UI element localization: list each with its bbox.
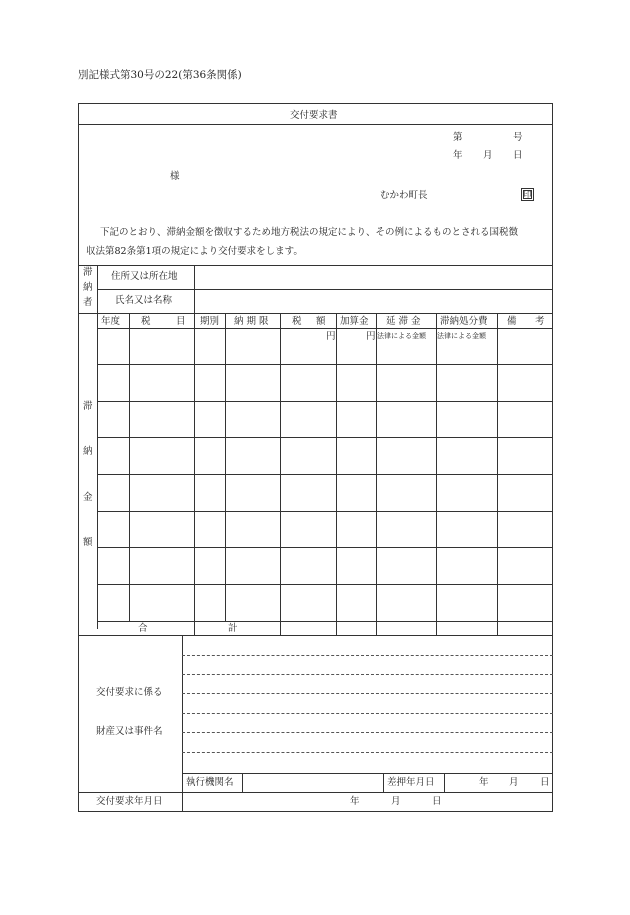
property-label-line2: 財産又は事件名	[96, 726, 163, 737]
divider	[436, 313, 437, 635]
column-header-tax-item-2: 目	[176, 316, 186, 327]
request-year: 年	[350, 796, 360, 807]
seizure-month: 月	[509, 777, 519, 788]
column-header-period: 期別	[200, 316, 220, 327]
divider	[182, 773, 553, 774]
divider	[336, 313, 337, 635]
sender-name: むかわ町長	[380, 190, 428, 201]
divider	[97, 265, 98, 629]
column-header-remarks-2: 考	[535, 316, 545, 327]
column-header-remarks-1: 備	[507, 316, 517, 327]
doc-number-go: 号	[513, 132, 523, 143]
divider	[280, 313, 281, 635]
column-header-disposition-cost: 滞納処分費	[440, 316, 488, 327]
body-text-line1: 下記のとおり、滞納金額を徴収するため地方税法の規定により、その例によるものとされる国税徴	[100, 227, 519, 238]
address-label: 住所又は所在地	[111, 271, 178, 282]
divider	[97, 621, 553, 622]
divider	[97, 289, 553, 290]
divider	[97, 401, 553, 402]
column-header-tax-item-1: 税	[141, 316, 151, 327]
request-month: 月	[391, 796, 401, 807]
divider	[78, 265, 553, 266]
divider	[225, 313, 226, 621]
divider	[376, 313, 377, 635]
seal-mark: 印	[521, 188, 534, 201]
recipient-suffix: 様	[170, 171, 180, 182]
divider	[78, 635, 553, 636]
divider	[182, 635, 183, 812]
divider	[242, 773, 243, 792]
dotted-line	[182, 713, 553, 714]
request-date-label: 交付要求年月日	[96, 796, 163, 807]
property-label-line1: 交付要求に係る	[96, 687, 163, 698]
divider	[97, 474, 553, 475]
column-header-year: 年度	[101, 316, 121, 327]
doc-number-dai: 第	[453, 132, 463, 143]
total-label-2: 計	[228, 623, 238, 634]
name-label: 氏名又は名称	[115, 295, 173, 306]
by-law-disposition: 法律による金額	[437, 332, 486, 340]
arrears-side-label-4: 額	[83, 537, 93, 548]
divider	[194, 313, 195, 635]
divider	[97, 364, 553, 365]
request-day: 日	[432, 796, 442, 807]
divider	[78, 792, 553, 793]
form-title: 交付要求書	[290, 110, 338, 121]
body-text-line2: 収法第82条第1項の規定により交付要求をします。	[86, 246, 303, 257]
agency-label: 執行機関名	[186, 777, 234, 788]
dotted-line	[182, 693, 553, 694]
column-header-delinquency: 延 滞 金	[386, 316, 421, 327]
dotted-line	[182, 752, 553, 753]
seizure-date-label: 差押年月日	[387, 777, 435, 788]
divider	[97, 328, 553, 329]
date-year: 年	[453, 150, 463, 161]
divider	[497, 313, 498, 635]
by-law-delinquency: 法律による金額	[377, 332, 426, 340]
seizure-year: 年	[479, 777, 489, 788]
column-header-tax-amount-2: 額	[316, 316, 326, 327]
date-month: 月	[483, 150, 493, 161]
divider	[129, 313, 130, 621]
dotted-line	[182, 732, 553, 733]
divider	[383, 773, 384, 792]
arrears-side-label-2: 納	[83, 446, 93, 457]
divider	[78, 124, 553, 125]
dotted-line	[182, 674, 553, 675]
column-header-tax-amount-1: 税	[292, 316, 302, 327]
column-header-surcharge: 加算金	[340, 316, 369, 327]
date-day: 日	[513, 150, 523, 161]
taxpayer-side-label-3: 者	[83, 297, 93, 308]
divider	[97, 437, 553, 438]
divider	[78, 313, 553, 314]
request-form-frame	[78, 103, 553, 812]
seizure-day: 日	[540, 777, 550, 788]
arrears-side-label-1: 滞	[83, 401, 93, 412]
divider	[97, 511, 553, 512]
divider	[97, 584, 553, 585]
unit-yen-surcharge: 円	[366, 331, 376, 342]
column-header-due-date: 納 期 限	[234, 316, 269, 327]
divider	[444, 773, 445, 792]
taxpayer-side-label-2: 納	[83, 282, 93, 293]
arrears-side-label-3: 金	[83, 492, 93, 503]
taxpayer-side-label-1: 滞	[83, 267, 93, 278]
total-label-1: 合	[138, 623, 148, 634]
dotted-line	[182, 655, 553, 656]
divider	[97, 547, 553, 548]
unit-yen-tax: 円	[326, 331, 336, 342]
form-number-label: 別記様式第30号の22(第36条関係)	[78, 69, 242, 81]
